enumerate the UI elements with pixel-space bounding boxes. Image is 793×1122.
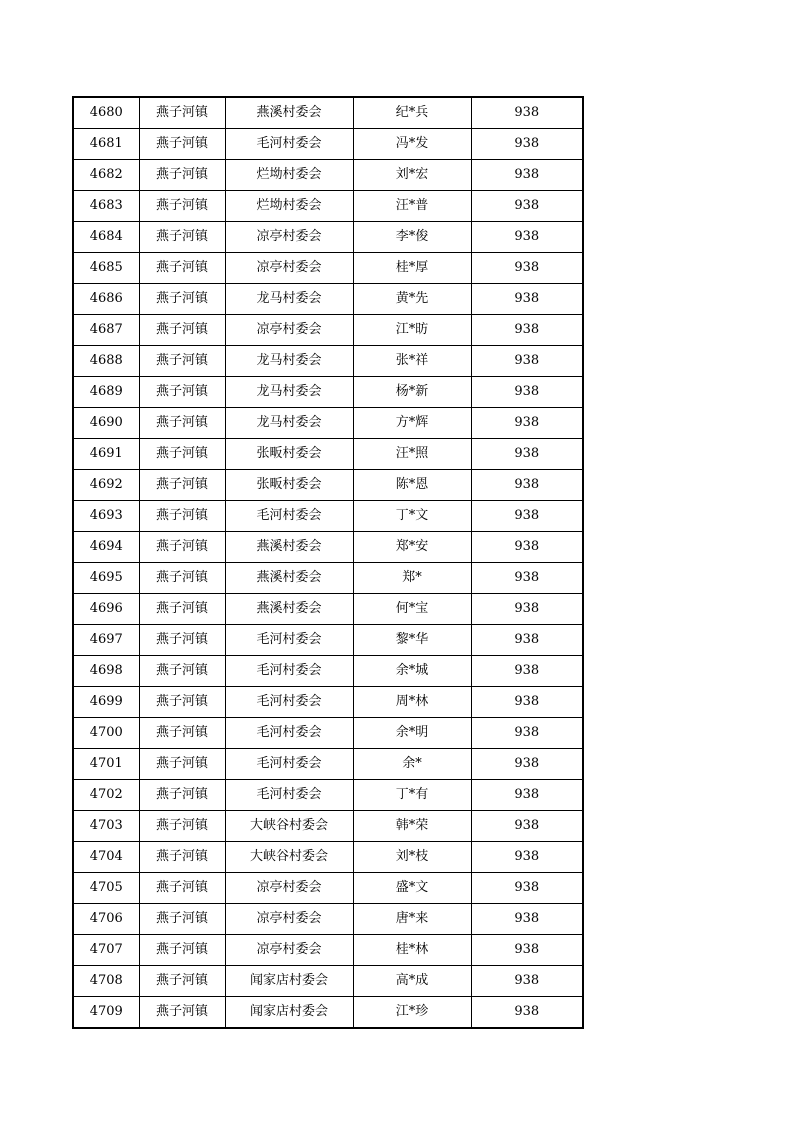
name-cell: 江*昉 [353,315,471,346]
name-cell: 汪*照 [353,439,471,470]
serial-number-cell: 4685 [73,253,139,284]
town-cell: 燕子河镇 [139,935,225,966]
table-row [73,997,583,1029]
serial-number-cell: 4689 [73,377,139,408]
name-cell: 方*辉 [353,408,471,439]
serial-number-cell: 4704 [73,842,139,873]
name-cell: 盛*文 [353,873,471,904]
name-cell: 冯*发 [353,129,471,160]
name-cell: 韩*荣 [353,811,471,842]
town-cell: 燕子河镇 [139,594,225,625]
table-row [73,563,583,594]
table-row [73,253,583,284]
town-cell: 燕子河镇 [139,656,225,687]
name-cell: 纪*兵 [353,97,471,129]
serial-number-cell: 4705 [73,873,139,904]
town-cell: 燕子河镇 [139,563,225,594]
town-cell: 燕子河镇 [139,160,225,191]
serial-number-cell: 4694 [73,532,139,563]
village-committee-cell: 张畈村委会 [225,470,353,501]
name-cell: 黎*华 [353,625,471,656]
serial-number-cell: 4688 [73,346,139,377]
amount-cell: 938 [471,97,583,129]
village-committee-cell: 烂坳村委会 [225,191,353,222]
name-cell: 余*明 [353,718,471,749]
table-row [73,315,583,346]
serial-number-cell: 4699 [73,687,139,718]
village-committee-cell: 凉亭村委会 [225,222,353,253]
amount-cell: 938 [471,842,583,873]
table-row [73,470,583,501]
table-row [73,904,583,935]
table-row [73,346,583,377]
name-cell: 汪*普 [353,191,471,222]
town-cell: 燕子河镇 [139,997,225,1029]
name-cell: 桂*厚 [353,253,471,284]
amount-cell: 938 [471,563,583,594]
name-cell: 唐*来 [353,904,471,935]
village-committee-cell: 龙马村委会 [225,346,353,377]
serial-number-cell: 4683 [73,191,139,222]
name-cell: 桂*林 [353,935,471,966]
town-cell: 燕子河镇 [139,129,225,160]
table-row [73,594,583,625]
amount-cell: 938 [471,470,583,501]
amount-cell: 938 [471,129,583,160]
village-committee-cell: 闻家店村委会 [225,966,353,997]
village-committee-cell: 龙马村委会 [225,377,353,408]
town-cell: 燕子河镇 [139,408,225,439]
table-row [73,811,583,842]
table-row [73,625,583,656]
village-committee-cell: 毛河村委会 [225,625,353,656]
town-cell: 燕子河镇 [139,470,225,501]
name-cell: 余* [353,749,471,780]
serial-number-cell: 4702 [73,780,139,811]
table-row [73,842,583,873]
name-cell: 丁*文 [353,501,471,532]
amount-cell: 938 [471,222,583,253]
town-cell: 燕子河镇 [139,501,225,532]
town-cell: 燕子河镇 [139,532,225,563]
serial-number-cell: 4680 [73,97,139,129]
table-row [73,97,583,129]
serial-number-cell: 4690 [73,408,139,439]
table-row [73,718,583,749]
serial-number-cell: 4697 [73,625,139,656]
amount-cell: 938 [471,718,583,749]
serial-number-cell: 4686 [73,284,139,315]
amount-cell: 938 [471,160,583,191]
name-cell: 余*城 [353,656,471,687]
amount-cell: 938 [471,997,583,1029]
name-cell: 刘*宏 [353,160,471,191]
village-committee-cell: 烂坳村委会 [225,160,353,191]
village-committee-cell: 燕溪村委会 [225,594,353,625]
amount-cell: 938 [471,408,583,439]
amount-cell: 938 [471,687,583,718]
town-cell: 燕子河镇 [139,625,225,656]
village-committee-cell: 龙马村委会 [225,284,353,315]
table-row [73,191,583,222]
amount-cell: 938 [471,501,583,532]
village-committee-cell: 毛河村委会 [225,501,353,532]
table-row [73,501,583,532]
table-row [73,687,583,718]
village-committee-cell: 毛河村委会 [225,718,353,749]
town-cell: 燕子河镇 [139,780,225,811]
table-row [73,222,583,253]
village-committee-cell: 凉亭村委会 [225,253,353,284]
amount-cell: 938 [471,284,583,315]
table-row [73,439,583,470]
amount-cell: 938 [471,439,583,470]
serial-number-cell: 4696 [73,594,139,625]
town-cell: 燕子河镇 [139,718,225,749]
town-cell: 燕子河镇 [139,222,225,253]
serial-number-cell: 4691 [73,439,139,470]
serial-number-cell: 4693 [73,501,139,532]
village-committee-cell: 大峡谷村委会 [225,811,353,842]
serial-number-cell: 4695 [73,563,139,594]
table-row [73,780,583,811]
table-body [73,97,583,1028]
serial-number-cell: 4698 [73,656,139,687]
table-row [73,129,583,160]
name-cell: 刘*枝 [353,842,471,873]
village-committee-cell: 燕溪村委会 [225,97,353,129]
town-cell: 燕子河镇 [139,439,225,470]
name-cell: 郑*安 [353,532,471,563]
table-row [73,656,583,687]
village-committee-cell: 大峡谷村委会 [225,842,353,873]
serial-number-cell: 4692 [73,470,139,501]
name-cell: 江*珍 [353,997,471,1029]
amount-cell: 938 [471,191,583,222]
serial-number-cell: 4684 [73,222,139,253]
village-committee-cell: 毛河村委会 [225,129,353,160]
table-row [73,749,583,780]
village-committee-cell: 凉亭村委会 [225,904,353,935]
table-row [73,160,583,191]
village-committee-cell: 毛河村委会 [225,749,353,780]
amount-cell: 938 [471,532,583,563]
serial-number-cell: 4703 [73,811,139,842]
table-row [73,532,583,563]
name-cell: 陈*恩 [353,470,471,501]
name-cell: 张*祥 [353,346,471,377]
amount-cell: 938 [471,594,583,625]
town-cell: 燕子河镇 [139,966,225,997]
town-cell: 燕子河镇 [139,749,225,780]
serial-number-cell: 4681 [73,129,139,160]
serial-number-cell: 4687 [73,315,139,346]
serial-number-cell: 4682 [73,160,139,191]
amount-cell: 938 [471,656,583,687]
amount-cell: 938 [471,966,583,997]
name-cell: 高*成 [353,966,471,997]
town-cell: 燕子河镇 [139,253,225,284]
amount-cell: 938 [471,780,583,811]
town-cell: 燕子河镇 [139,811,225,842]
serial-number-cell: 4701 [73,749,139,780]
town-cell: 燕子河镇 [139,842,225,873]
data-table [72,96,584,1029]
amount-cell: 938 [471,625,583,656]
town-cell: 燕子河镇 [139,873,225,904]
serial-number-cell: 4708 [73,966,139,997]
town-cell: 燕子河镇 [139,904,225,935]
amount-cell: 938 [471,315,583,346]
table-row [73,873,583,904]
name-cell: 周*林 [353,687,471,718]
table-row [73,966,583,997]
name-cell: 何*宝 [353,594,471,625]
village-committee-cell: 毛河村委会 [225,656,353,687]
table-row [73,284,583,315]
name-cell: 杨*新 [353,377,471,408]
amount-cell: 938 [471,253,583,284]
table-row [73,935,583,966]
village-committee-cell: 闻家店村委会 [225,997,353,1029]
table-row [73,408,583,439]
town-cell: 燕子河镇 [139,97,225,129]
amount-cell: 938 [471,749,583,780]
village-committee-cell: 凉亭村委会 [225,873,353,904]
name-cell: 李*俊 [353,222,471,253]
village-committee-cell: 凉亭村委会 [225,315,353,346]
town-cell: 燕子河镇 [139,284,225,315]
town-cell: 燕子河镇 [139,315,225,346]
town-cell: 燕子河镇 [139,346,225,377]
amount-cell: 938 [471,904,583,935]
village-committee-cell: 龙马村委会 [225,408,353,439]
village-committee-cell: 张畈村委会 [225,439,353,470]
amount-cell: 938 [471,377,583,408]
table-row [73,377,583,408]
serial-number-cell: 4709 [73,997,139,1029]
serial-number-cell: 4700 [73,718,139,749]
name-cell: 郑* [353,563,471,594]
amount-cell: 938 [471,935,583,966]
village-committee-cell: 凉亭村委会 [225,935,353,966]
town-cell: 燕子河镇 [139,191,225,222]
village-committee-cell: 毛河村委会 [225,780,353,811]
amount-cell: 938 [471,346,583,377]
town-cell: 燕子河镇 [139,687,225,718]
town-cell: 燕子河镇 [139,377,225,408]
name-cell: 黄*先 [353,284,471,315]
village-committee-cell: 毛河村委会 [225,687,353,718]
village-committee-cell: 燕溪村委会 [225,532,353,563]
name-cell: 丁*有 [353,780,471,811]
amount-cell: 938 [471,873,583,904]
serial-number-cell: 4706 [73,904,139,935]
serial-number-cell: 4707 [73,935,139,966]
amount-cell: 938 [471,811,583,842]
village-committee-cell: 燕溪村委会 [225,563,353,594]
